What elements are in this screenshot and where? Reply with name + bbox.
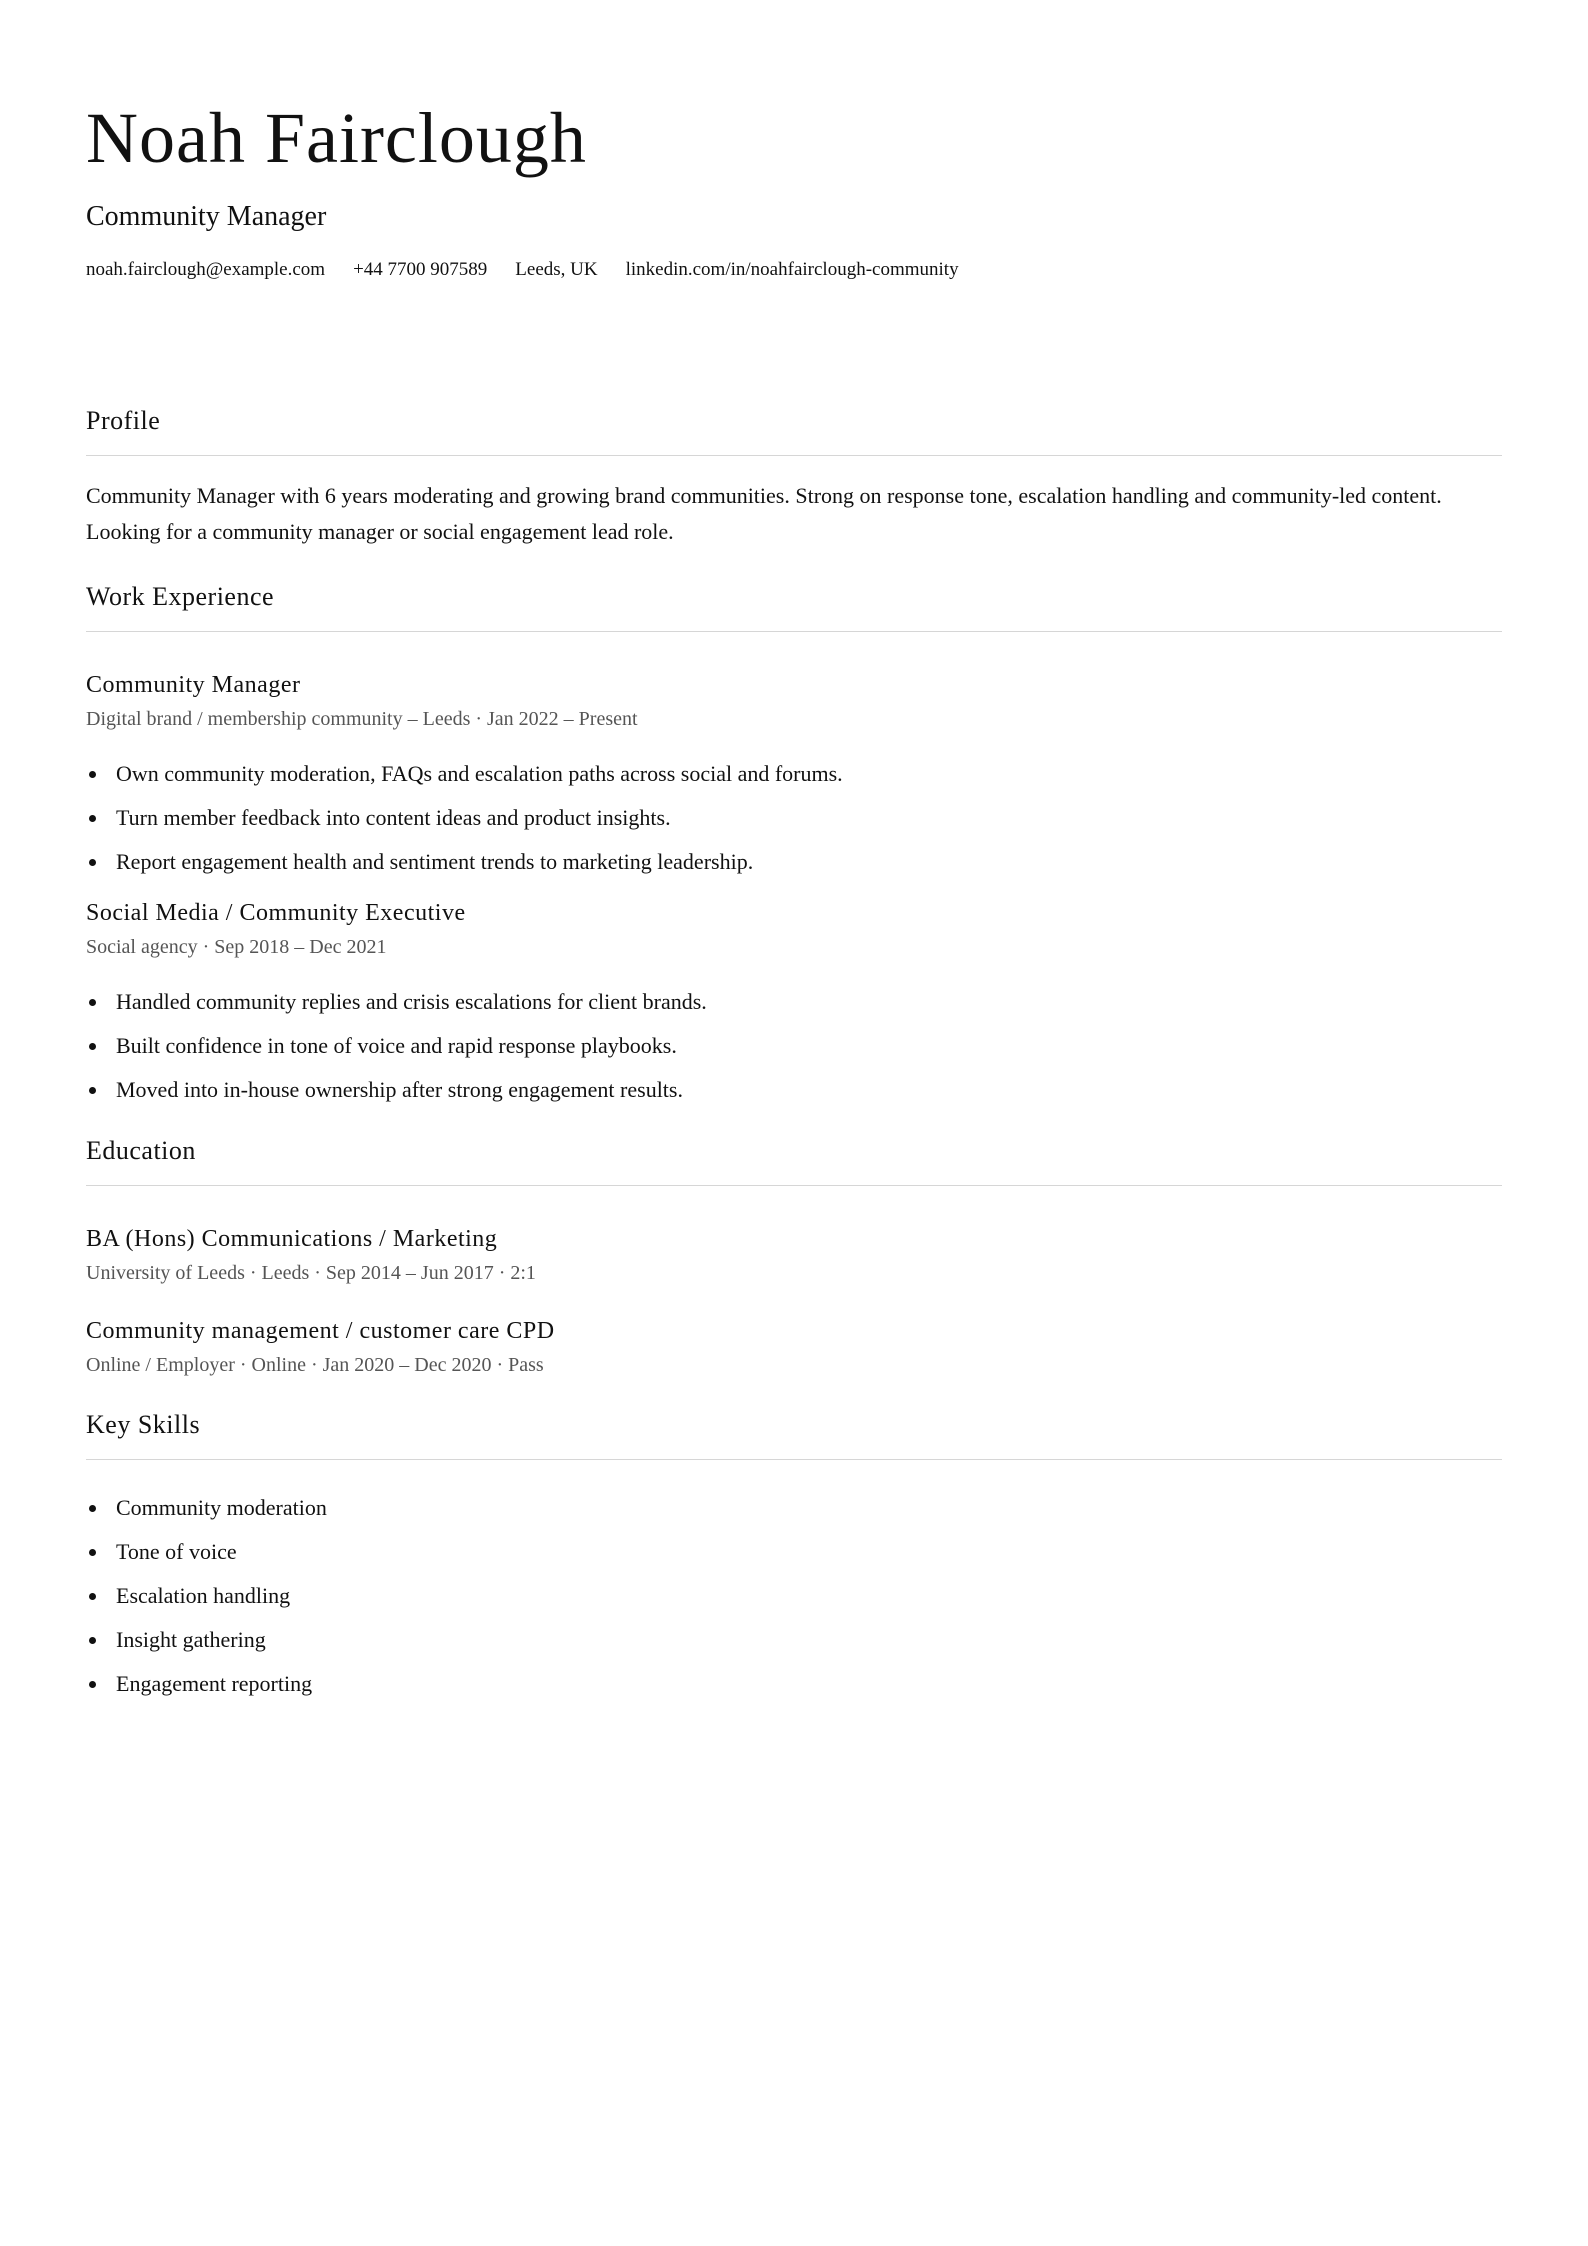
work-experience-section: [86, 581, 1502, 1104]
job-title: Community Manager: [86, 672, 301, 698]
section-title-work: Work Experience: [86, 581, 1502, 632]
section-title-education: Education: [86, 1135, 1502, 1186]
job-meta: Social agency · Sep 2018 – Dec 2021: [86, 936, 387, 958]
education-section: [86, 1135, 1502, 1378]
skill-item: Escalation handling: [86, 1582, 1502, 1610]
resume-header: [86, 0, 1502, 282]
section-title-skills: Key Skills: [86, 1409, 1502, 1460]
degree-title: Community management / customer care CPD: [86, 1318, 555, 1344]
contact-phone: +44 7700 907589: [353, 259, 488, 280]
skill-item: Community moderation: [86, 1494, 1502, 1522]
work-entry: [86, 670, 1502, 876]
degree-meta: Online / Employer · Online · Jan 2020 – Dec 2020 · Pass: [86, 1354, 544, 1376]
work-entry: [86, 898, 1502, 1104]
job-bullets: [86, 988, 1502, 1104]
bullet-item: Report engagement health and sentiment trends to marketing leadership.: [86, 848, 1502, 876]
education-entry: [86, 1316, 1502, 1378]
work-entries: [86, 670, 1502, 1104]
skill-item: Insight gathering: [86, 1626, 1502, 1654]
bullet-item: Built confidence in tone of voice and rapid response playbooks.: [86, 1032, 1502, 1060]
contact-location: Leeds, UK: [515, 259, 598, 280]
degree-title: BA (Hons) Communications / Marketing: [86, 1226, 498, 1252]
contact-linkedin: linkedin.com/in/noahfairclough-community: [625, 259, 959, 280]
contact-line: [86, 258, 1502, 282]
job-bullets: [86, 760, 1502, 876]
bullet-item: Moved into in-house ownership after strong engagement results.: [86, 1076, 1502, 1104]
contact-email: noah.fairclough@example.com: [86, 259, 326, 280]
education-entries: [86, 1224, 1502, 1378]
job-meta: Digital brand / membership community – Leeds · Jan 2022 – Present: [86, 708, 638, 730]
skill-item: Tone of voice: [86, 1538, 1502, 1566]
bullet-item: Own community moderation, FAQs and escalation paths across social and forums.: [86, 760, 1502, 788]
profile-section: [86, 405, 1502, 550]
profile-summary: Community Manager with 6 years moderating and growing brand communities. Strong on response tone, escalation handling and community-led content. Looking for a community manager or social engagement lead role.: [86, 483, 1442, 544]
candidate-name: Noah Fairclough: [86, 98, 587, 178]
key-skills-section: [86, 1409, 1502, 1698]
bullet-item: Handled community replies and crisis escalations for client brands.: [86, 988, 1502, 1016]
section-title-profile: Profile: [86, 405, 1502, 456]
education-entry: [86, 1224, 1502, 1286]
degree-meta: University of Leeds · Leeds · Sep 2014 – Jun 2017 · 2:1: [86, 1262, 536, 1284]
candidate-headline: Community Manager: [86, 201, 327, 232]
skills-list: [86, 1494, 1502, 1698]
bullet-item: Turn member feedback into content ideas and product insights.: [86, 804, 1502, 832]
skill-item: Engagement reporting: [86, 1670, 1502, 1698]
job-title: Social Media / Community Executive: [86, 900, 466, 926]
